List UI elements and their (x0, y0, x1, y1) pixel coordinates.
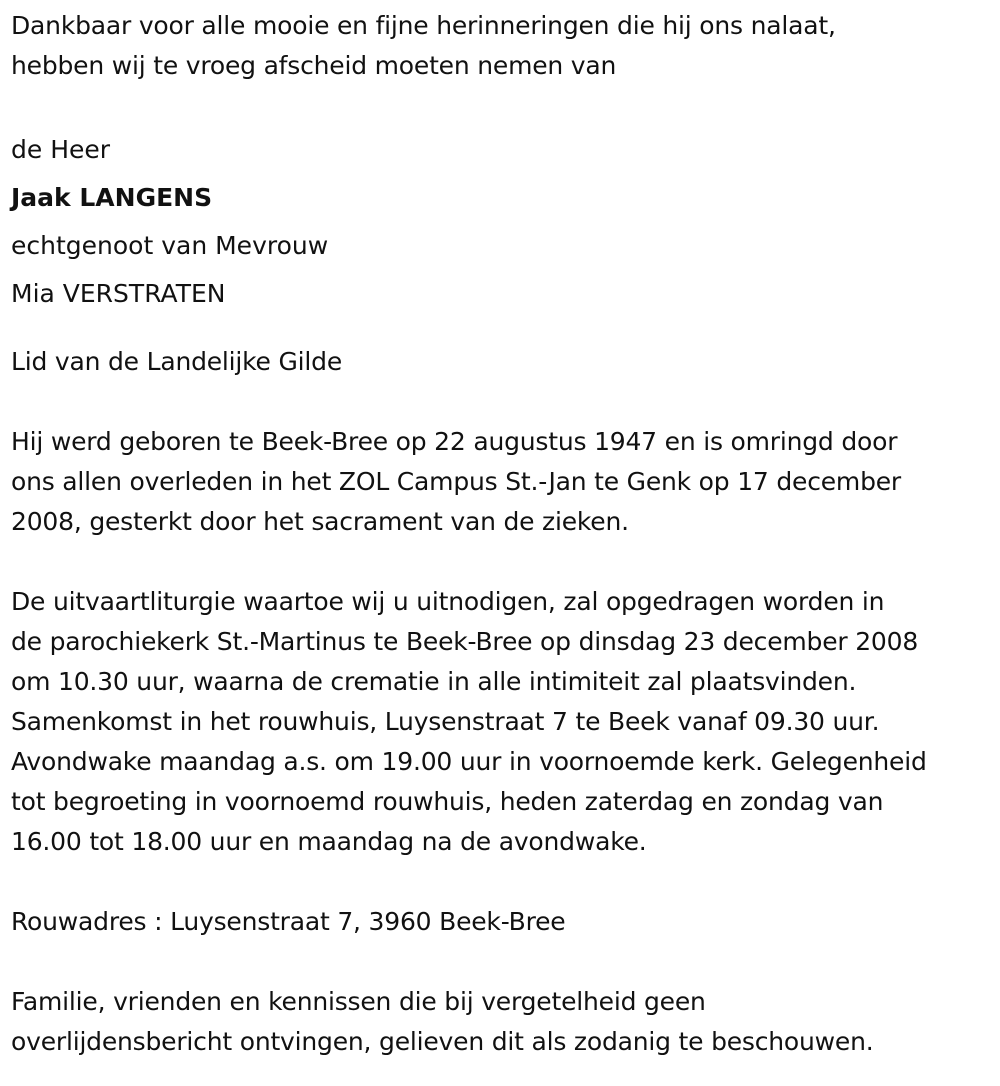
deceased-block (11, 126, 988, 318)
funeral-line: de parochiekerk St.-Martinus te Beek-Bree op dinsdag 23 december 2008 (11, 627, 919, 656)
birth-death-line: 2008, gesterkt door het sacrament van de zieken. (11, 507, 629, 536)
funeral-paragraph (11, 582, 988, 862)
address-paragraph (11, 902, 988, 942)
birth-death-paragraph (11, 422, 988, 542)
funeral-line: Samenkomst in het rouwhuis, Luysenstraat 7 te Beek vanaf 09.30 uur. (11, 707, 880, 736)
membership-line: Lid van de Landelijke Gilde (11, 347, 343, 376)
closing-line: overlijdensbericht ontvingen, gelieven dit als zodanig te beschouwen. (11, 1027, 874, 1056)
membership-paragraph (11, 342, 988, 382)
address-line: Rouwadres : Luysenstraat 7, 3960 Beek-Bree (11, 907, 566, 936)
intro-paragraph (11, 6, 988, 86)
funeral-line: om 10.30 uur, waarna de crematie in alle intimiteit zal plaatsvinden. (11, 667, 857, 696)
funeral-line: De uitvaartliturgie waartoe wij u uitnodigen, zal opgedragen worden in (11, 587, 885, 616)
funeral-line: Avondwake maandag a.s. om 19.00 uur in voornoemde kerk. Gelegenheid (11, 747, 927, 776)
deceased-title: de Heer (11, 135, 111, 164)
spouse-label: echtgenoot van Mevrouw (11, 231, 329, 260)
closing-line: Familie, vrienden en kennissen die bij vergetelheid geen (11, 987, 706, 1016)
funeral-line: tot begroeting in voornoemd rouwhuis, heden zaterdag en zondag van (11, 787, 884, 816)
birth-death-line: ons allen overleden in het ZOL Campus St.-Jan te Genk op 17 december (11, 467, 902, 496)
deceased-name: Jaak LANGENS (11, 183, 213, 212)
spouse-name: Mia VERSTRATEN (11, 279, 226, 308)
closing-paragraph (11, 982, 988, 1062)
funeral-line: 16.00 tot 18.00 uur en maandag na de avondwake. (11, 827, 647, 856)
intro-line: hebben wij te vroeg afscheid moeten nemen van (11, 51, 617, 80)
birth-death-line: Hij werd geboren te Beek-Bree op 22 augustus 1947 en is omringd door (11, 427, 898, 456)
intro-line: Dankbaar voor alle mooie en fijne herinneringen die hij ons nalaat, (11, 11, 836, 40)
